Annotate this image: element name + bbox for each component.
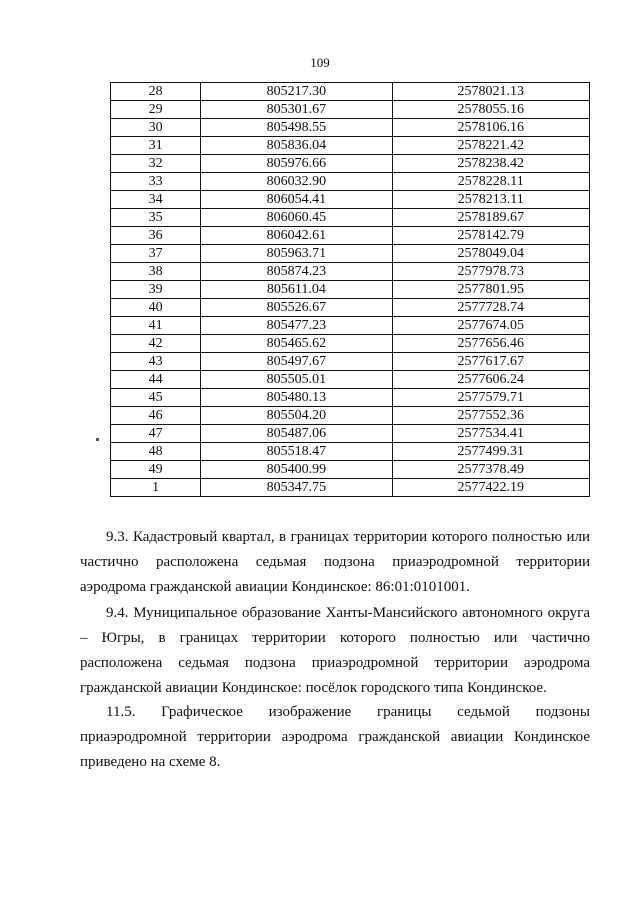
table-row [111, 137, 590, 155]
table-row [111, 155, 590, 173]
x-coordinate-cell: 805504.20 [201, 407, 392, 425]
x-coordinate-cell: 805836.04 [201, 137, 392, 155]
point-number-cell: 46 [111, 407, 201, 425]
paragraph-cadastral-quarter: 9.3. Кадастровый квартал, в границах территории которого полностью или частично расположена седьмая подзона приаэродромной территории аэродрома гражданской авиации Кондинское: 86:01:0101001. [80, 529, 590, 595]
y-coordinate-cell: 2577378.49 [392, 461, 589, 479]
x-coordinate-cell: 805480.13 [201, 389, 392, 407]
table-row [111, 83, 590, 101]
x-coordinate-cell: 806042.61 [201, 227, 392, 245]
point-number-cell: 43 [111, 353, 201, 371]
point-number-cell: 37 [111, 245, 201, 263]
y-coordinate-cell: 2577534.41 [392, 425, 589, 443]
x-coordinate-cell: 805497.67 [201, 353, 392, 371]
table-row [111, 353, 590, 371]
point-number-cell: 36 [111, 227, 201, 245]
paragraph-graphic-scheme: 11.5. Графическое изображение границы седьмой подзоны приаэродромной территории аэродрома гражданской авиации Кондинское приведено на схеме 8. [80, 704, 590, 770]
point-number-cell: 38 [111, 263, 201, 281]
coordinates-table-body [111, 83, 590, 497]
x-coordinate-cell: 805976.66 [201, 155, 392, 173]
coordinates-table [110, 82, 590, 497]
point-number-cell: 42 [111, 335, 201, 353]
x-coordinate-cell: 805505.01 [201, 371, 392, 389]
y-coordinate-cell: 2578049.04 [392, 245, 589, 263]
x-coordinate-cell: 806032.90 [201, 173, 392, 191]
table-row [111, 317, 590, 335]
y-coordinate-cell: 2578189.67 [392, 209, 589, 227]
x-coordinate-cell: 805611.04 [201, 281, 392, 299]
table-row [111, 245, 590, 263]
table-row [111, 119, 590, 137]
table-row [111, 191, 590, 209]
point-number-cell: 33 [111, 173, 201, 191]
table-row [111, 263, 590, 281]
y-coordinate-cell: 2577606.24 [392, 371, 589, 389]
x-coordinate-cell: 805518.47 [201, 443, 392, 461]
point-number-cell: 29 [111, 101, 201, 119]
x-coordinate-cell: 805465.62 [201, 335, 392, 353]
x-coordinate-cell: 805477.23 [201, 317, 392, 335]
point-number-cell: 48 [111, 443, 201, 461]
point-number-cell: 28 [111, 83, 201, 101]
table-row [111, 443, 590, 461]
table-row [111, 461, 590, 479]
x-coordinate-cell: 805487.06 [201, 425, 392, 443]
y-coordinate-cell: 2578238.42 [392, 155, 589, 173]
point-number-cell: 41 [111, 317, 201, 335]
table-row [111, 281, 590, 299]
y-coordinate-cell: 2577656.46 [392, 335, 589, 353]
table-row [111, 335, 590, 353]
page-number: 109 [310, 55, 330, 70]
y-coordinate-cell: 2578228.11 [392, 173, 589, 191]
y-coordinate-cell: 2577552.36 [392, 407, 589, 425]
table-row [111, 371, 590, 389]
table-row [111, 227, 590, 245]
y-coordinate-cell: 2578021.13 [392, 83, 589, 101]
y-coordinate-cell: 2577579.71 [392, 389, 589, 407]
point-number-cell: 1 [111, 479, 201, 497]
margin-mark [96, 438, 99, 441]
y-coordinate-cell: 2578142.79 [392, 227, 589, 245]
x-coordinate-cell: 805963.71 [201, 245, 392, 263]
table-row [111, 173, 590, 191]
y-coordinate-cell: 2577978.73 [392, 263, 589, 281]
table-row [111, 209, 590, 227]
y-coordinate-cell: 2578055.16 [392, 101, 589, 119]
table-row [111, 389, 590, 407]
y-coordinate-cell: 2577728.74 [392, 299, 589, 317]
point-number-cell: 44 [111, 371, 201, 389]
table-row [111, 479, 590, 497]
x-coordinate-cell: 805526.67 [201, 299, 392, 317]
y-coordinate-cell: 2578106.16 [392, 119, 589, 137]
point-number-cell: 34 [111, 191, 201, 209]
table-row [111, 299, 590, 317]
y-coordinate-cell: 2577422.19 [392, 479, 589, 497]
point-number-cell: 31 [111, 137, 201, 155]
y-coordinate-cell: 2577617.67 [392, 353, 589, 371]
paragraph-municipality: 9.4. Муниципальное образование Ханты-Мансийского автономного округа – Югры, в границах территории которого полностью или частично расположена седьмая подзона приаэродромной территории аэродрома гражданской авиации Кондинское: посёлок городского типа Кондинское. [80, 605, 590, 696]
x-coordinate-cell: 805301.67 [201, 101, 392, 119]
table-row [111, 101, 590, 119]
y-coordinate-cell: 2577499.31 [392, 443, 589, 461]
table-row [111, 407, 590, 425]
y-coordinate-cell: 2577801.95 [392, 281, 589, 299]
point-number-cell: 35 [111, 209, 201, 227]
x-coordinate-cell: 805498.55 [201, 119, 392, 137]
point-number-cell: 40 [111, 299, 201, 317]
y-coordinate-cell: 2578221.42 [392, 137, 589, 155]
point-number-cell: 30 [111, 119, 201, 137]
point-number-cell: 45 [111, 389, 201, 407]
x-coordinate-cell: 805874.23 [201, 263, 392, 281]
x-coordinate-cell: 805347.75 [201, 479, 392, 497]
x-coordinate-cell: 805217.30 [201, 83, 392, 101]
x-coordinate-cell: 806060.45 [201, 209, 392, 227]
point-number-cell: 47 [111, 425, 201, 443]
x-coordinate-cell: 806054.41 [201, 191, 392, 209]
y-coordinate-cell: 2578213.11 [392, 191, 589, 209]
x-coordinate-cell: 805400.99 [201, 461, 392, 479]
point-number-cell: 39 [111, 281, 201, 299]
y-coordinate-cell: 2577674.05 [392, 317, 589, 335]
table-row [111, 425, 590, 443]
point-number-cell: 32 [111, 155, 201, 173]
point-number-cell: 49 [111, 461, 201, 479]
